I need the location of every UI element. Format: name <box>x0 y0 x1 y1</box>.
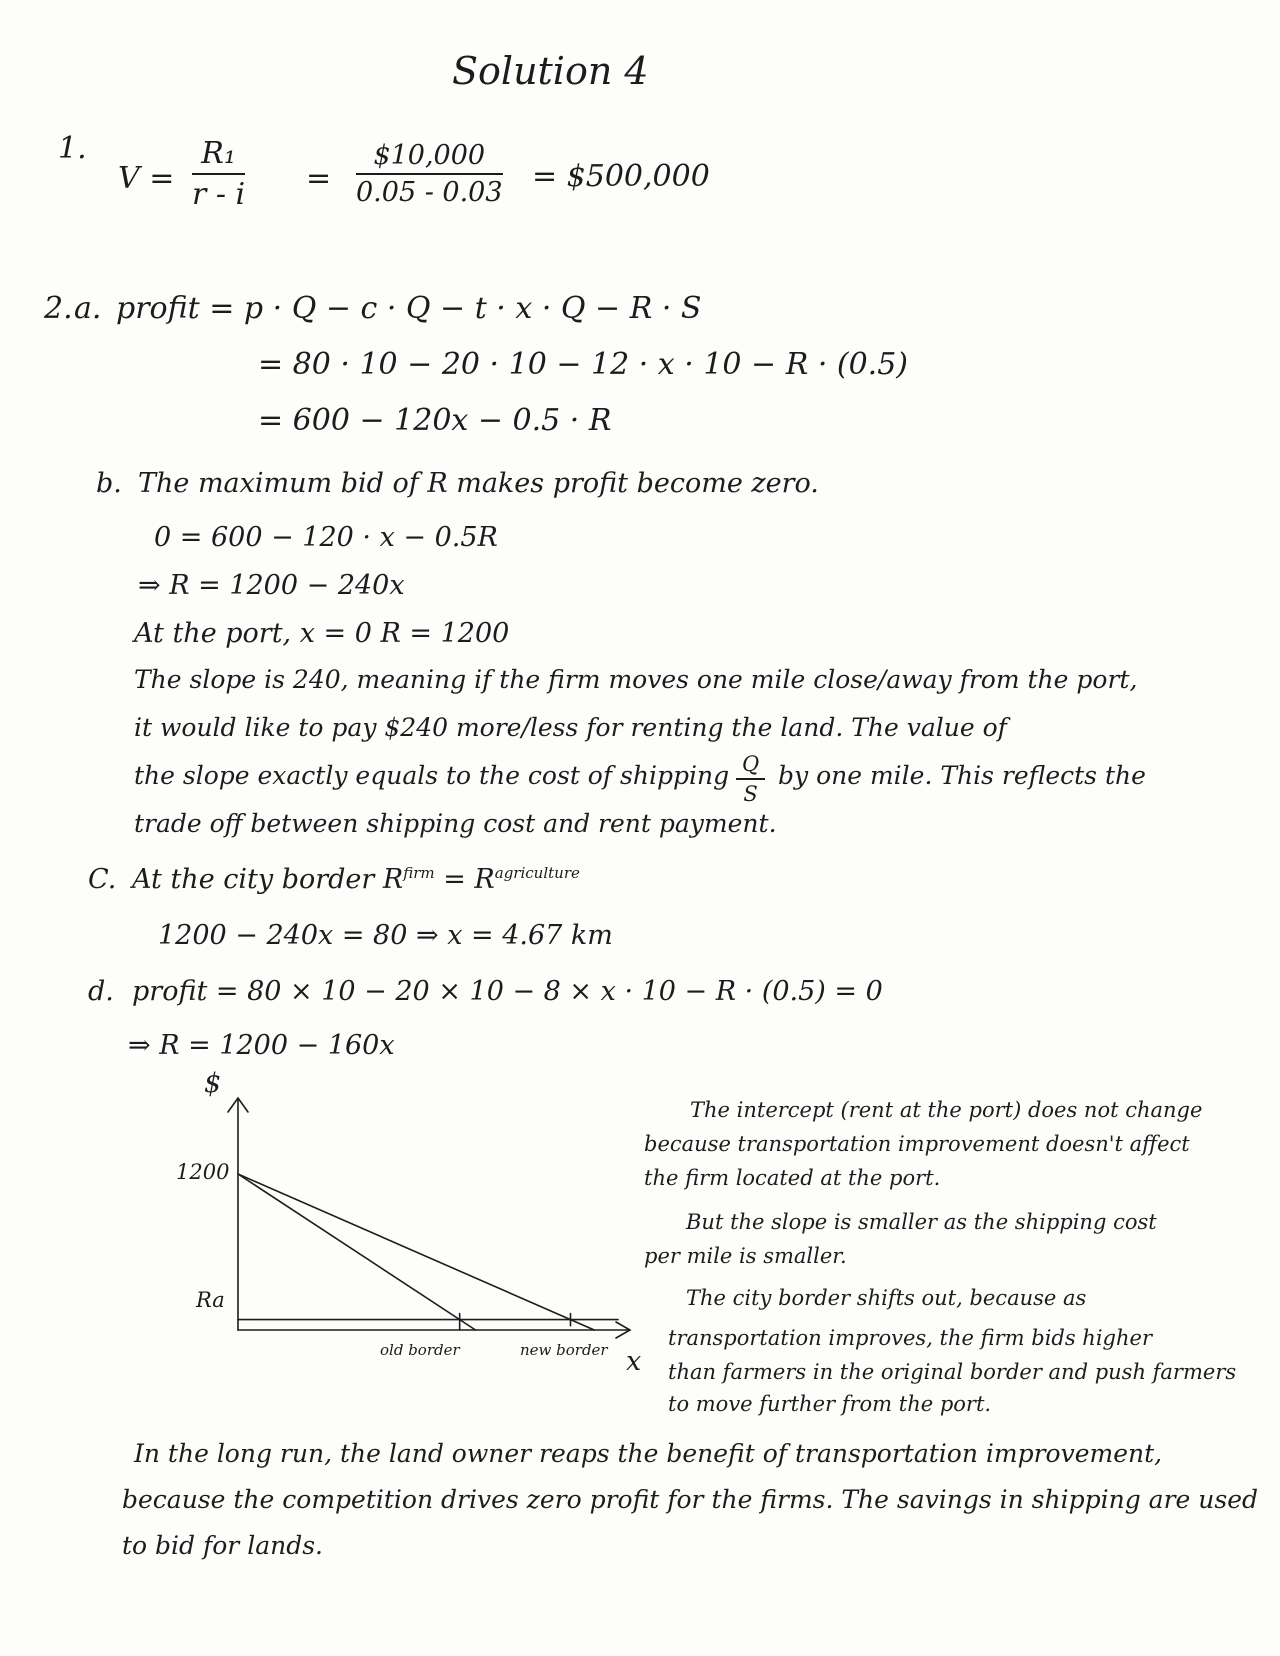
graph-note-line-2: because transportation improvement doesn't affect <box>644 1132 1190 1156</box>
graph-note-line-3: the firm located at the port. <box>644 1166 941 1190</box>
q2b-paragraph-line-4: trade off between shipping cost and rent payment. <box>134 809 777 838</box>
graph-x-label: x <box>626 1346 642 1377</box>
q1-fraction-1-numerator: R₁ <box>192 136 245 175</box>
graph-note-line-7: transportation improves, the firm bids higher <box>668 1326 1152 1350</box>
q2b-eq-3: At the port, x = 0 R = 1200 <box>134 618 510 649</box>
q1-v: V = <box>118 161 175 196</box>
conclusion-line-2: because the competition drives zero profit for the firms. The savings in shipping are used <box>122 1485 1258 1514</box>
graph-new-border-label: new border <box>520 1341 608 1359</box>
q2c-line-1-text: At the city border R <box>132 864 404 895</box>
q2b-paragraph-line-3b: by one mile. This reflects the <box>778 761 1146 790</box>
q1-fraction-1-denominator: r - i <box>192 177 246 212</box>
q2a-line-3: = 600 − 120x − 0.5 · R <box>258 403 612 438</box>
q1-equals: = <box>306 161 332 196</box>
graph-tick-ra: Ra <box>196 1288 225 1312</box>
graph-note-line-5: per mile is smaller. <box>644 1244 847 1268</box>
q2c-label: C. <box>88 864 117 895</box>
graph-note-line-6: The city border shifts out, because as <box>686 1286 1087 1310</box>
q2c-line-2: 1200 − 240x = 80 ⇒ x = 4.67 km <box>158 920 613 951</box>
q2c-sup-agriculture: agriculture <box>494 864 580 882</box>
q2-number: 2. <box>44 291 73 326</box>
graph-y-label: $ <box>204 1068 222 1099</box>
conclusion-line-1: In the long run, the land owner reaps the benefit of transportation improvement, <box>134 1439 1163 1468</box>
q1-result: = $500,000 <box>532 159 710 194</box>
new-bid-rent-line <box>238 1174 594 1330</box>
q2b-shipping-fraction-numerator: Q <box>736 752 765 780</box>
graph-old-border-label: old border <box>380 1341 460 1359</box>
q2a-line-2: = 80 · 10 − 20 · 10 − 12 · x · 10 − R · (0.5) <box>258 347 909 382</box>
q1-fraction-2-denominator: 0.05 - 0.03 <box>356 177 503 208</box>
graph-tick-1200: 1200 <box>176 1160 230 1184</box>
q2a-label: a. <box>74 291 102 326</box>
page-title: Solution 4 <box>452 49 649 93</box>
conclusion-line-3: to bid for lands. <box>122 1531 323 1560</box>
q2a-line-1: profit = p · Q − c · Q − t · x · Q − R · S <box>116 291 702 326</box>
q2d-line-1: profit = 80 × 10 − 20 × 10 − 8 × x · 10 − R · (0.5) = 0 <box>132 976 883 1007</box>
graph-note-line-9: to move further from the port. <box>668 1392 992 1416</box>
q2b-paragraph-line-1: The slope is 240, meaning if the firm moves one mile close/away from the port, <box>134 665 1138 694</box>
q2b-line-1: The maximum bid of R makes profit become zero. <box>138 468 819 499</box>
q2d-line-2: ⇒ R = 1200 − 160x <box>128 1030 395 1061</box>
graph-note-line-8: than farmers in the original border and push farmers <box>668 1360 1237 1384</box>
q2b-paragraph-line-2: it would like to pay $240 more/less for renting the land. The value of <box>134 713 1007 742</box>
q2b-eq-1: 0 = 600 − 120 · x − 0.5R <box>154 522 498 553</box>
graph-note-line-1: The intercept (rent at the port) does not change <box>690 1098 1203 1122</box>
q2d-label: d. <box>88 976 114 1007</box>
q2b-paragraph-line-3a: the slope exactly equals to the cost of shipping <box>134 761 730 790</box>
q2b-eq-2: ⇒ R = 1200 − 240x <box>138 570 405 601</box>
old-bid-rent-line <box>238 1174 476 1330</box>
q1-fraction-2-numerator: $10,000 <box>356 140 503 175</box>
q2b-shipping-fraction-denominator: S <box>743 782 758 806</box>
graph-note-line-4: But the slope is smaller as the shipping cost <box>686 1210 1157 1234</box>
q2c-equals-r: = R <box>434 864 495 895</box>
q2c-sup-firm: firm <box>403 864 435 882</box>
q1-number: 1. <box>58 131 87 166</box>
q2b-label: b. <box>96 468 122 499</box>
